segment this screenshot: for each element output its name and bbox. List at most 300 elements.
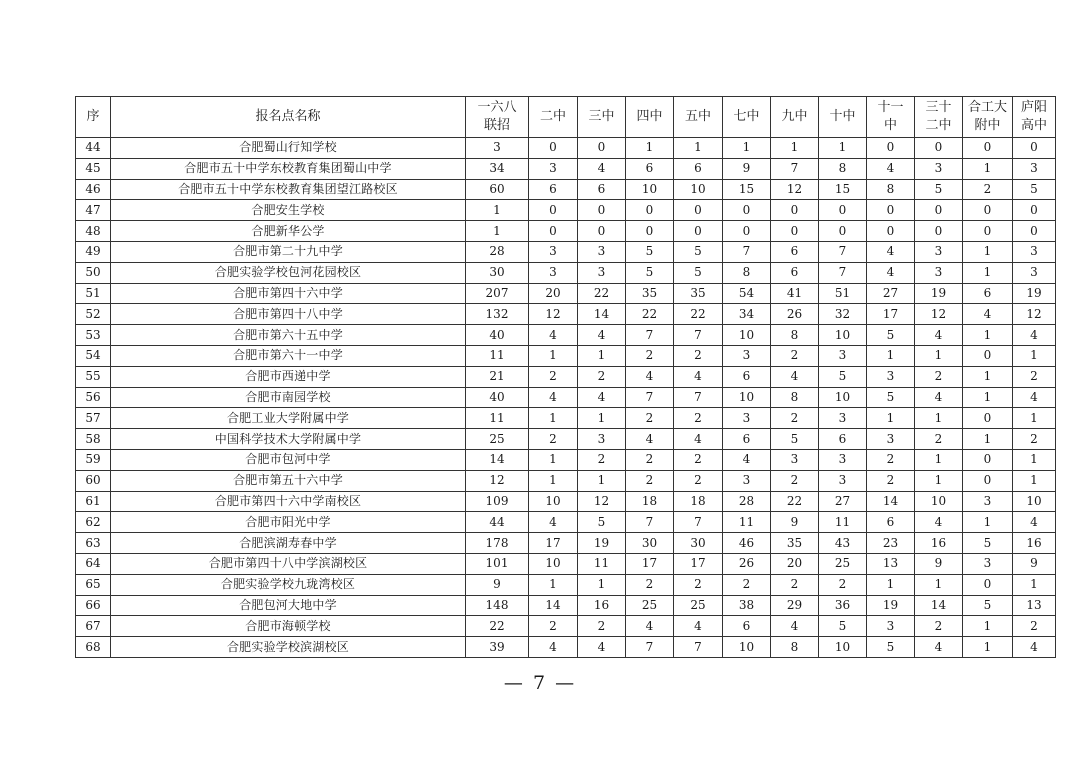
quota-value-cell: 4	[867, 241, 915, 262]
quota-value-cell: 10	[674, 179, 723, 200]
quota-value-cell: 26	[771, 304, 819, 325]
quota-value-cell: 4	[867, 158, 915, 179]
quota-value-cell: 4	[578, 325, 626, 346]
quota-value-cell: 6	[674, 158, 723, 179]
school-name-cell: 合肥包河大地中学	[111, 595, 466, 616]
quota-value-cell: 1	[867, 408, 915, 429]
quota-value-cell: 7	[626, 637, 674, 658]
quota-value-cell: 5	[1013, 179, 1056, 200]
quota-value-cell: 15	[819, 179, 867, 200]
quota-value-cell: 1	[578, 470, 626, 491]
column-header: 序	[76, 97, 111, 138]
quota-value-cell: 39	[466, 637, 529, 658]
quota-value-cell: 12	[529, 304, 578, 325]
school-name-cell: 合肥市阳光中学	[111, 512, 466, 533]
quota-value-cell: 7	[819, 262, 867, 283]
quota-value-cell: 60	[466, 179, 529, 200]
quota-value-cell: 11	[723, 512, 771, 533]
school-name-cell: 合肥市第二十九中学	[111, 241, 466, 262]
column-header: 一六八 联招	[466, 97, 529, 138]
row-index-cell: 56	[76, 387, 111, 408]
quota-value-cell: 6	[723, 429, 771, 450]
row-index-cell: 53	[76, 325, 111, 346]
quota-value-cell: 10	[819, 637, 867, 658]
quota-value-cell: 5	[867, 387, 915, 408]
quota-value-cell: 2	[529, 366, 578, 387]
row-index-cell: 59	[76, 449, 111, 470]
school-name-cell: 合肥市第四十八中学滨湖校区	[111, 553, 466, 574]
quota-value-cell: 207	[466, 283, 529, 304]
quota-value-cell: 10	[819, 387, 867, 408]
quota-value-cell: 5	[626, 262, 674, 283]
school-name-cell: 合肥市五十中学东校教育集团蜀山中学	[111, 158, 466, 179]
quota-value-cell: 1	[867, 574, 915, 595]
quota-value-cell: 6	[819, 429, 867, 450]
quota-value-cell: 0	[963, 449, 1013, 470]
quota-value-cell: 10	[529, 491, 578, 512]
table-row	[76, 283, 1056, 304]
row-index-cell: 51	[76, 283, 111, 304]
quota-value-cell: 3	[1013, 262, 1056, 283]
quota-value-cell: 51	[819, 283, 867, 304]
quota-value-cell: 22	[771, 491, 819, 512]
quota-value-cell: 2	[915, 616, 963, 637]
quota-value-cell: 5	[867, 637, 915, 658]
quota-value-cell: 2	[915, 366, 963, 387]
quota-value-cell: 4	[1013, 325, 1056, 346]
quota-value-cell: 11	[466, 408, 529, 429]
quota-value-cell: 4	[626, 429, 674, 450]
quota-value-cell: 2	[1013, 366, 1056, 387]
quota-value-cell: 35	[626, 283, 674, 304]
row-index-cell: 52	[76, 304, 111, 325]
quota-value-cell: 0	[819, 200, 867, 221]
school-name-cell: 合肥市第六十一中学	[111, 345, 466, 366]
table-row	[76, 158, 1056, 179]
quota-value-cell: 0	[529, 200, 578, 221]
quota-value-cell: 7	[626, 512, 674, 533]
quota-value-cell: 5	[963, 533, 1013, 554]
table-row	[76, 200, 1056, 221]
school-name-cell: 合肥新华公学	[111, 221, 466, 242]
quota-value-cell: 7	[626, 387, 674, 408]
row-index-cell: 68	[76, 637, 111, 658]
quota-value-cell: 12	[915, 304, 963, 325]
quota-value-cell: 12	[1013, 304, 1056, 325]
header-row	[76, 97, 1056, 138]
quota-value-cell: 1	[963, 512, 1013, 533]
quota-value-cell: 7	[674, 387, 723, 408]
school-name-cell: 合肥实验学校九珑湾校区	[111, 574, 466, 595]
quota-value-cell: 1	[915, 408, 963, 429]
quota-value-cell: 17	[674, 553, 723, 574]
quota-value-cell: 4	[578, 158, 626, 179]
quota-value-cell: 41	[771, 283, 819, 304]
quota-value-cell: 1	[963, 158, 1013, 179]
quota-value-cell: 17	[529, 533, 578, 554]
school-name-cell: 合肥蜀山行知学校	[111, 138, 466, 159]
quota-value-cell: 19	[867, 595, 915, 616]
table-row	[76, 387, 1056, 408]
quota-value-cell: 20	[771, 553, 819, 574]
quota-value-cell: 16	[915, 533, 963, 554]
quota-value-cell: 3	[578, 262, 626, 283]
quota-value-cell: 9	[771, 512, 819, 533]
row-index-cell: 47	[76, 200, 111, 221]
quota-value-cell: 0	[867, 138, 915, 159]
quota-value-cell: 1	[915, 449, 963, 470]
quota-value-cell: 4	[529, 637, 578, 658]
quota-value-cell: 3	[819, 408, 867, 429]
quota-value-cell: 8	[819, 158, 867, 179]
row-index-cell: 44	[76, 138, 111, 159]
quota-value-cell: 35	[771, 533, 819, 554]
quota-value-cell: 40	[466, 325, 529, 346]
quota-value-cell: 44	[466, 512, 529, 533]
row-index-cell: 46	[76, 179, 111, 200]
quota-value-cell: 4	[915, 325, 963, 346]
quota-value-cell: 28	[466, 241, 529, 262]
quota-value-cell: 4	[867, 262, 915, 283]
quota-value-cell: 2	[626, 470, 674, 491]
quota-value-cell: 2	[529, 429, 578, 450]
table-row	[76, 449, 1056, 470]
quota-value-cell: 8	[867, 179, 915, 200]
quota-value-cell: 1	[1013, 449, 1056, 470]
quota-value-cell: 4	[915, 387, 963, 408]
quota-value-cell: 8	[771, 325, 819, 346]
quota-value-cell: 7	[723, 241, 771, 262]
quota-value-cell: 10	[529, 553, 578, 574]
quota-value-cell: 14	[867, 491, 915, 512]
quota-value-cell: 3	[963, 553, 1013, 574]
school-name-cell: 合肥实验学校包河花园校区	[111, 262, 466, 283]
quota-value-cell: 3	[578, 241, 626, 262]
quota-value-cell: 2	[674, 408, 723, 429]
column-header: 报名点名称	[111, 97, 466, 138]
school-name-cell: 合肥市第四十六中学南校区	[111, 491, 466, 512]
quota-value-cell: 0	[963, 200, 1013, 221]
quota-value-cell: 4	[529, 387, 578, 408]
school-name-cell: 合肥市西递中学	[111, 366, 466, 387]
row-index-cell: 65	[76, 574, 111, 595]
quota-value-cell: 25	[466, 429, 529, 450]
quota-value-cell: 22	[674, 304, 723, 325]
quota-value-cell: 6	[867, 512, 915, 533]
table-row	[76, 595, 1056, 616]
column-header: 三十 二中	[915, 97, 963, 138]
quota-value-cell: 7	[771, 158, 819, 179]
quota-value-cell: 4	[529, 325, 578, 346]
row-index-cell: 54	[76, 345, 111, 366]
quota-value-cell: 3	[529, 241, 578, 262]
quota-value-cell: 5	[963, 595, 1013, 616]
row-index-cell: 64	[76, 553, 111, 574]
quota-value-cell: 4	[674, 616, 723, 637]
quota-value-cell: 9	[915, 553, 963, 574]
quota-value-cell: 2	[626, 574, 674, 595]
quota-value-cell: 1	[963, 616, 1013, 637]
quota-value-cell: 28	[723, 491, 771, 512]
quota-value-cell: 1	[578, 574, 626, 595]
quota-value-cell: 4	[915, 637, 963, 658]
quota-value-cell: 2	[1013, 429, 1056, 450]
quota-value-cell: 3	[723, 345, 771, 366]
quota-value-cell: 0	[626, 200, 674, 221]
quota-value-cell: 4	[529, 512, 578, 533]
quota-value-cell: 1	[1013, 574, 1056, 595]
quota-value-cell: 3	[915, 241, 963, 262]
quota-value-cell: 30	[466, 262, 529, 283]
quota-value-cell: 8	[771, 637, 819, 658]
quota-value-cell: 3	[963, 491, 1013, 512]
quota-value-cell: 2	[1013, 616, 1056, 637]
row-index-cell: 66	[76, 595, 111, 616]
quota-value-cell: 4	[1013, 512, 1056, 533]
quota-value-cell: 14	[915, 595, 963, 616]
quota-value-cell: 5	[819, 616, 867, 637]
quota-value-cell: 43	[819, 533, 867, 554]
quota-value-cell: 0	[1013, 138, 1056, 159]
table-row	[76, 574, 1056, 595]
quota-value-cell: 1	[915, 574, 963, 595]
table-row	[76, 262, 1056, 283]
quota-value-cell: 21	[466, 366, 529, 387]
quota-value-cell: 54	[723, 283, 771, 304]
quota-value-cell: 26	[723, 553, 771, 574]
quota-value-cell: 0	[1013, 221, 1056, 242]
row-index-cell: 62	[76, 512, 111, 533]
quota-value-cell: 1	[963, 366, 1013, 387]
school-name-cell: 合肥市五十中学东校教育集团望江路校区	[111, 179, 466, 200]
quota-value-cell: 14	[578, 304, 626, 325]
quota-value-cell: 5	[915, 179, 963, 200]
quota-value-cell: 1	[963, 241, 1013, 262]
page-number: — 7 —	[503, 672, 577, 694]
quota-value-cell: 40	[466, 387, 529, 408]
quota-value-cell: 0	[674, 221, 723, 242]
quota-value-cell: 4	[674, 366, 723, 387]
quota-value-cell: 30	[626, 533, 674, 554]
quota-value-cell: 16	[578, 595, 626, 616]
quota-value-cell: 1	[963, 262, 1013, 283]
school-name-cell: 合肥市南园学校	[111, 387, 466, 408]
table-row	[76, 429, 1056, 450]
quota-value-cell: 1	[529, 408, 578, 429]
row-index-cell: 58	[76, 429, 111, 450]
quota-value-cell: 12	[578, 491, 626, 512]
quota-value-cell: 2	[915, 429, 963, 450]
quota-value-cell: 10	[723, 387, 771, 408]
column-header: 二中	[529, 97, 578, 138]
quota-value-cell: 3	[771, 449, 819, 470]
quota-value-cell: 1	[963, 387, 1013, 408]
quota-value-cell: 3	[867, 366, 915, 387]
quota-value-cell: 3	[1013, 158, 1056, 179]
quota-value-cell: 3	[723, 470, 771, 491]
quota-value-cell: 2	[626, 408, 674, 429]
quota-value-cell: 2	[723, 574, 771, 595]
quota-value-cell: 0	[529, 221, 578, 242]
quota-value-cell: 3	[867, 429, 915, 450]
quota-value-cell: 10	[723, 637, 771, 658]
quota-value-cell: 0	[626, 221, 674, 242]
quota-value-cell: 2	[867, 449, 915, 470]
school-name-cell: 合肥实验学校滨湖校区	[111, 637, 466, 658]
column-header: 庐阳 高中	[1013, 97, 1056, 138]
quota-value-cell: 8	[771, 387, 819, 408]
quota-value-cell: 0	[819, 221, 867, 242]
row-index-cell: 50	[76, 262, 111, 283]
quota-value-cell: 10	[819, 325, 867, 346]
quota-value-cell: 3	[529, 262, 578, 283]
quota-value-cell: 34	[723, 304, 771, 325]
column-header: 十一 中	[867, 97, 915, 138]
quota-value-cell: 1	[466, 221, 529, 242]
quota-value-cell: 27	[819, 491, 867, 512]
quota-value-cell: 1	[867, 345, 915, 366]
quota-value-cell: 1	[963, 637, 1013, 658]
quota-value-cell: 12	[466, 470, 529, 491]
table-row	[76, 325, 1056, 346]
school-name-cell: 中国科学技术大学附属中学	[111, 429, 466, 450]
quota-value-cell: 17	[626, 553, 674, 574]
quota-value-cell: 2	[867, 470, 915, 491]
quota-value-cell: 6	[963, 283, 1013, 304]
row-index-cell: 55	[76, 366, 111, 387]
quota-value-cell: 3	[723, 408, 771, 429]
quota-value-cell: 4	[915, 512, 963, 533]
quota-value-cell: 12	[771, 179, 819, 200]
column-header: 三中	[578, 97, 626, 138]
table-row	[76, 345, 1056, 366]
quota-value-cell: 16	[1013, 533, 1056, 554]
quota-value-cell: 178	[466, 533, 529, 554]
table-row	[76, 470, 1056, 491]
quota-value-cell: 2	[674, 345, 723, 366]
quota-value-cell: 4	[723, 449, 771, 470]
row-index-cell: 48	[76, 221, 111, 242]
quota-value-cell: 0	[963, 574, 1013, 595]
quota-value-cell: 30	[674, 533, 723, 554]
quota-value-cell: 132	[466, 304, 529, 325]
quota-value-cell: 3	[819, 345, 867, 366]
quota-value-cell: 23	[867, 533, 915, 554]
quota-value-cell: 14	[529, 595, 578, 616]
quota-value-cell: 109	[466, 491, 529, 512]
quota-value-cell: 0	[1013, 200, 1056, 221]
school-name-cell: 合肥市海顿学校	[111, 616, 466, 637]
quota-table	[75, 96, 1056, 658]
quota-value-cell: 46	[723, 533, 771, 554]
quota-value-cell: 2	[771, 574, 819, 595]
quota-value-cell: 2	[578, 616, 626, 637]
table-row	[76, 366, 1056, 387]
quota-value-cell: 25	[819, 553, 867, 574]
quota-value-cell: 0	[529, 138, 578, 159]
quota-value-cell: 22	[578, 283, 626, 304]
quota-value-cell: 1	[578, 345, 626, 366]
quota-value-cell: 2	[626, 449, 674, 470]
quota-value-cell: 19	[578, 533, 626, 554]
quota-value-cell: 18	[626, 491, 674, 512]
table-row	[76, 553, 1056, 574]
quota-value-cell: 1	[915, 470, 963, 491]
quota-value-cell: 5	[674, 241, 723, 262]
quota-value-cell: 1	[529, 470, 578, 491]
quota-value-cell: 0	[915, 200, 963, 221]
school-name-cell: 合肥市第六十五中学	[111, 325, 466, 346]
school-name-cell: 合肥市第四十八中学	[111, 304, 466, 325]
row-index-cell: 60	[76, 470, 111, 491]
quota-value-cell: 22	[466, 616, 529, 637]
table-row	[76, 616, 1056, 637]
quota-value-cell: 2	[963, 179, 1013, 200]
quota-value-cell: 4	[771, 616, 819, 637]
quota-value-cell: 6	[723, 616, 771, 637]
quota-value-cell: 2	[578, 366, 626, 387]
quota-value-cell: 6	[771, 241, 819, 262]
quota-value-cell: 8	[723, 262, 771, 283]
quota-value-cell: 1	[674, 138, 723, 159]
quota-value-cell: 36	[819, 595, 867, 616]
quota-value-cell: 0	[867, 221, 915, 242]
quota-value-cell: 1	[466, 200, 529, 221]
quota-value-cell: 38	[723, 595, 771, 616]
quota-value-cell: 2	[626, 345, 674, 366]
quota-value-cell: 2	[674, 449, 723, 470]
quota-value-cell: 3	[578, 429, 626, 450]
quota-value-cell: 19	[915, 283, 963, 304]
column-header: 七中	[723, 97, 771, 138]
quota-value-cell: 101	[466, 553, 529, 574]
quota-value-cell: 1	[819, 138, 867, 159]
quota-value-cell: 3	[915, 158, 963, 179]
school-name-cell: 合肥市包河中学	[111, 449, 466, 470]
row-index-cell: 57	[76, 408, 111, 429]
table-row	[76, 491, 1056, 512]
quota-value-cell: 0	[963, 138, 1013, 159]
quota-value-cell: 2	[674, 574, 723, 595]
table-row	[76, 637, 1056, 658]
quota-value-cell: 4	[626, 366, 674, 387]
quota-value-cell: 1	[529, 449, 578, 470]
quota-value-cell: 7	[674, 637, 723, 658]
quota-value-cell: 3	[529, 158, 578, 179]
quota-value-cell: 0	[915, 138, 963, 159]
quota-value-cell: 0	[963, 470, 1013, 491]
quota-value-cell: 5	[626, 241, 674, 262]
quota-value-cell: 10	[626, 179, 674, 200]
quota-value-cell: 4	[674, 429, 723, 450]
quota-value-cell: 1	[1013, 345, 1056, 366]
column-header: 九中	[771, 97, 819, 138]
quota-value-cell: 0	[578, 138, 626, 159]
quota-value-cell: 5	[867, 325, 915, 346]
quota-value-cell: 10	[723, 325, 771, 346]
quota-value-cell: 4	[771, 366, 819, 387]
school-name-cell: 合肥滨湖寿春中学	[111, 533, 466, 554]
quota-value-cell: 0	[723, 221, 771, 242]
quota-value-cell: 0	[674, 200, 723, 221]
quota-value-cell: 3	[1013, 241, 1056, 262]
quota-value-cell: 5	[819, 366, 867, 387]
quota-value-cell: 5	[578, 512, 626, 533]
quota-value-cell: 13	[1013, 595, 1056, 616]
quota-value-cell: 6	[771, 262, 819, 283]
quota-value-cell: 1	[915, 345, 963, 366]
table-row	[76, 304, 1056, 325]
